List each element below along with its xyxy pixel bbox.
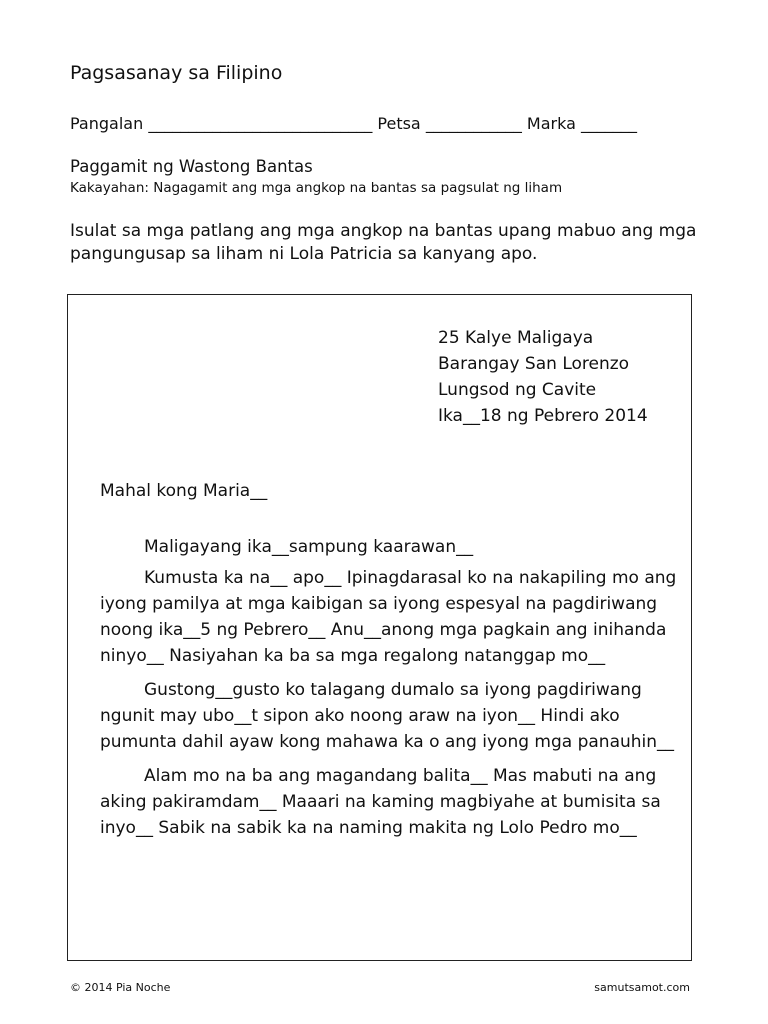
letter-salutation: Mahal kong Maria__	[100, 481, 268, 501]
letter-date: Ika__18 ng Pebrero 2014	[438, 406, 648, 426]
footer-copyright: © 2014 Pia Noche	[70, 981, 171, 994]
letter-box	[67, 294, 692, 961]
letter-address	[438, 325, 648, 429]
letter-body	[100, 534, 680, 849]
footer-site: samutsamot.com	[594, 981, 690, 994]
address-line: Lungsod ng Cavite	[438, 380, 597, 400]
letter-paragraph: Alam mo na ba ang magandang balita__ Mas mabuti na ang aking pakiramdam__ Maaari na kaming magbiyahe at bumisita sa inyo__ Sabik na sabik ka na naming makita ng Lolo Pedro mo__	[100, 766, 661, 838]
letter-paragraph: Kumusta ka na__ apo__ Ipinagdarasal ko na nakapiling mo ang iyong pamilya at mga kaibigan sa iyong espesyal na pagdiriwang noong ika__5 ng Pebrero__ Anu__anong mga pagkain ang inihanda ninyo__ Nasiyahan ka ba sa mga regalong natanggap mo__	[100, 568, 677, 666]
address-line: 25 Kalye Maligaya	[438, 328, 594, 348]
letter-paragraph: Gustong__gusto ko talagang dumalo sa iyong pagdiriwang ngunit may ubo__t sipon ako noong araw na iyon__ Hindi ako pumunta dahil ayaw kong mahawa ka o ang iyong mga panauhin__	[100, 680, 675, 752]
skill-description: Kakayahan: Nagagamit ang mga angkop na bantas sa pagsulat ng liham	[70, 180, 563, 196]
letter-paragraph: Maligayang ika__sampung kaarawan__	[144, 537, 474, 557]
page-title: Pagsasanay sa Filipino	[70, 62, 283, 84]
address-line: Barangay San Lorenzo	[438, 354, 630, 374]
student-info-fields: Pangalan ____________________________ Petsa ____________ Marka _______	[70, 114, 637, 133]
section-title: Paggamit ng Wastong Bantas	[70, 157, 313, 176]
instructions: Isulat sa mga patlang ang mga angkop na bantas upang mabuo ang mga pangungusap sa liham ni Lola Patricia sa kanyang apo.	[70, 221, 697, 264]
